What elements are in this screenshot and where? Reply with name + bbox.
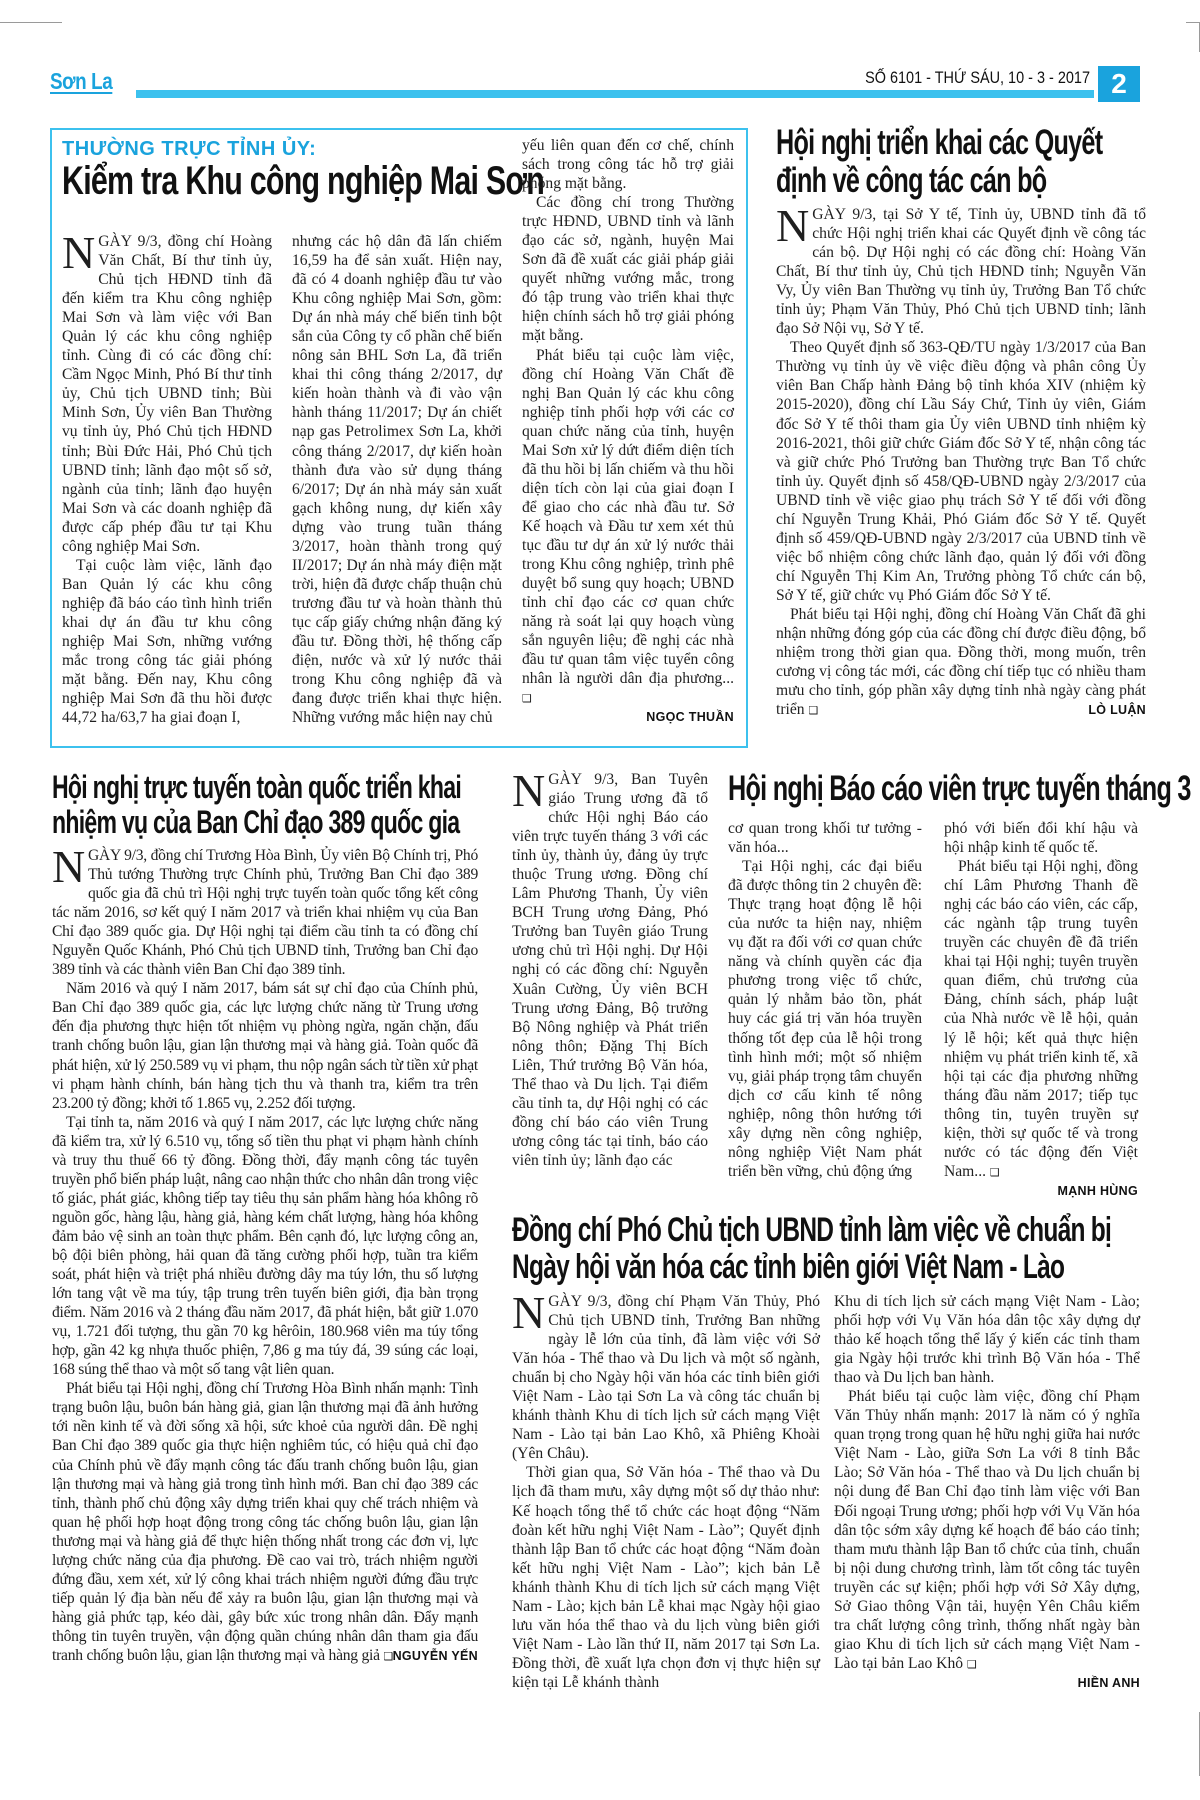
crop-mark <box>0 22 62 23</box>
paragraph: Các đồng chí trong Thường trực HĐND, UBND tỉnh và lãnh đạo các sở, ngành, huyện Mai Sơn đã đề xuất các giải pháp giải quyết những vướng mắc, trong đó tập trung vào triển khai thực hiện chính sách hỗ trợ giải phóng mặt bằng. <box>522 194 734 345</box>
end-mark-icon: ❑ <box>808 704 819 718</box>
article-column <box>944 819 1138 1201</box>
header-rule <box>136 90 1094 98</box>
article-column <box>512 1287 820 1692</box>
byline: LÒ LUẬN <box>1088 703 1146 718</box>
paragraph: cơ quan trong khối tư tưởng - văn hóa... <box>728 820 922 857</box>
paragraph: GÀY 9/3, đồng chí Hoàng Văn Chất, Bí thư tỉnh ủy, Chủ tịch HĐND tỉnh đã đến kiểm tra Khu công nghiệp Mai Sơn và làm việc với Ban Quản lý các khu công nghiệp tỉnh. Cùng đi có các đồng chí: Cầm Ngọc Minh, Phó Bí thư tỉnh ủy, Chủ tịch UBND tỉnh; Bùi Minh Sơn, Ủy viên Ban Thường vụ tỉnh ủy, Phó Chủ tịch HĐND tỉnh; Bùi Đức Hải, Phó Chủ tịch UBND tỉnh; lãnh đạo một số sở, ngành của tỉnh; lãnh đạo huyện Mai Sơn và các doanh nghiệp đã được cấp phép đầu tư tại Khu công nghiệp Mai Sơn. <box>62 233 272 555</box>
paragraph: GÀY 9/3, Ban Tuyên giáo Trung ương đã tổ chức Hội nghị Báo cáo viên trực tuyến tháng 3 với các tỉnh ủy, thành ủy, đảng ủy trực thuộc Trung ương. Đồng chí Lâm Phương Thanh, Ủy viên BCH Trung ương Đảng, Phó Trưởng ban Tuyên giáo Trung ương chủ trì Hội nghị. Dự Hội nghị có các đồng chí: Nguyễn Xuân Cường, Ủy viên BCH Trung ương Đảng, Bộ trưởng Bộ Nông nghiệp và Phát triển nông thôn; Đặng Thị Bích Liên, Thứ trưởng Bộ Văn hóa, Thể thao và Du lịch. Tại điểm cầu tỉnh ta, dự Hội nghị có các đồng chí báo cáo viên Trung ương công tác tại tỉnh, báo cáo viên tỉnh ủy; lãnh đạo các <box>512 771 708 1169</box>
paragraph: Phát biểu tại Hội nghị, đồng chí Trương Hòa Bình nhấn mạnh: Tình trạng buôn lậu, buôn bán hàng giả, gian lận thương mại đã ảnh hưởng tới nền kinh tế và đời sống xã hội, sức khoẻ của người dân. Đề nghị Ban Chỉ đạo 389 quốc gia thực hiện nghiêm túc, có hiệu quả chỉ đạo của Chính phủ về đẩy mạnh công tác đấu tranh chống buôn lậu, gian lận thương mại và hàng giả trong tình hình mới. Ban chỉ đạo 389 các tỉnh, thành phố chủ động xây dựng triển khai quy chế trách nhiệm và quan hệ phối hợp hoạt động trong công tác chống buôn lậu, gian lận thương mại và hàng giả để thực hiện thống nhất trong các đơn vị, lực lượng chức năng của địa phương. Đề cao vai trò, trách nhiệm người đứng đầu, xem xét, xử lý công khai trách nhiệm người đứng đầu trực tiếp quản lý địa bàn nếu để xảy ra buôn lậu, gian lận thương mại và hàng giả phức tạp, kéo dài, gây bức xúc trong nhân dân. Đẩy mạnh thông tin tuyên truyền, vận động quần chúng nhân dân tham gia đấu tranh chống buôn lậu, gian lận thương mại và hàng giả <box>52 1380 478 1664</box>
paragraph: Khu di tích lịch sử cách mạng Việt Nam - Lào; phối hợp với Vụ Văn hóa dân tộc xây dựng dự thảo kế hoạch tổng thể lấy ý kiến các tỉnh tham gia Ngày hội trước khi trình Bộ Văn hóa - Thể thao và Du lịch ban hành. <box>834 1293 1140 1387</box>
paragraph: GÀY 9/3, đồng chí Phạm Văn Thủy, Phó Chủ tịch UBND tỉnh, Trưởng Ban những ngày lễ lớn của tỉnh, đã làm việc với Sở Văn hóa - Thể thao và Du lịch và một số ngành, chuẩn bị cho Ngày hội văn hóa các tỉnh biên giới Việt Nam - Lào tại Sơn La và công tác chuẩn bị khánh thành Khu di tích lịch sử cách mạng Việt Nam - Lào tại bản Lao Khô, xã Phiêng Khoài (Yên Châu). <box>512 1293 820 1463</box>
end-mark-icon: ❑ <box>966 1657 977 1671</box>
paragraph: Phát biểu tại cuộc làm việc, đồng chí Hoàng Văn Chất đề nghị Ban Quản lý các khu công nghiệp tỉnh phối hợp với các cơ quan chức năng của tỉnh, huyện Mai Sơn xử lý dứt điểm diện tích đã thu hồi bị lấn chiếm và thu hồi diện tích còn lại của giai đoạn I để giao cho các nhà đầu tư. Sở Kế hoạch và Đầu tư xem xét thủ tục đầu tư dự án xử lý nước thải trong Khu công nghiệp, trình phê duyệt bổ sung quy hoạch; UBND tỉnh chỉ đạo các cơ quan chức năng rà soát lại quy hoạch vùng sắn nguyên liệu; đề nghị các nhà đầu tư quan tâm việc tuyển công nhân là người dân địa phương... <box>522 346 734 688</box>
paragraph: Năm 2016 và quý I năm 2017, bám sát sự chỉ đạo của Chính phủ, Ban Chỉ đạo 389 quốc gia, các lực lượng chức năng từ Trung ương đến địa phương thực hiện tốt nhiệm vụ phòng ngừa, ngăn chặn, đấu tranh chống buôn lậu, gian lận thương mại và hàng giả. Toàn quốc đã phát hiện, xử lý 250.589 vụ vi phạm, thu nộp ngân sách từ tiền xử phạt vi phạm hành chính, bán hàng tịch thu và thanh tra, kiểm tra trên 23.200 tỷ đồng; khởi tố 1.865 vụ, 2.252 đối tượng. <box>52 980 478 1112</box>
article-title: Hội nghị Báo cáo viên trực tuyến tháng 3 <box>728 769 1191 808</box>
article-column <box>728 819 922 1181</box>
paragraph: Tại tỉnh ta, năm 2016 và quý I năm 2017, các lực lượng chức năng đã kiểm tra, xử lý 6.510 vụ, tổng số tiền thu phạt vi phạm hành chính và truy thu thuế 66 tỷ đồng. Đồng thời, đẩy mạnh công tác tuyên truyền phổ biến pháp luật, nâng cao nhận thức cho nhân dân trong việc tố giác, phát giác, không tiếp tay tiêu thụ sản phẩm hàng hóa không rõ nguồn gốc, hàng lậu, hàng giả, hàng kém chất lượng, hàng hóa không đảm bảo vệ sinh an toàn thực phẩm. Bên cạnh đó, lực lượng công an, bộ đội biên phòng, hải quan đã tăng cường phối hợp, tuần tra kiểm soát, phát hiện và triệt phá nhiều đường dây ma túy lớn, thu số lượng lớn tang vật về ma túy, tập trung trên tuyến biên giới, địa bàn trọng điểm. Năm 2016 và 2 tháng đầu năm 2017, đã phát hiện, bắt giữ 1.070 vụ, 1.721 đối tượng, thu gần 70 kg hêrôin, 180.968 viên ma túy tổng hợp, gần 42 kg nhựa thuốc phiện, 7,86 g ma túy đá, 39 súng các loại, 168 súng thể thao và một số tang vật liên quan. <box>52 1113 478 1379</box>
article-column <box>834 1292 1140 1693</box>
end-mark-icon: ❑ <box>989 1165 1000 1179</box>
article-title: Kiểm tra Khu công nghiệp Mai Sơn <box>62 159 545 203</box>
section-name: Sơn La <box>50 68 113 94</box>
article-column <box>512 765 708 1170</box>
paragraph: Tại cuộc làm việc, lãnh đạo Ban Quản lý các khu công nghiệp đã báo cáo tình hình triển khai dự án đầu tư khu công nghiệp Mai Sơn, những vướng mắc trong công tác giải phóng mặt bằng. Đến nay, Khu công nghiệp Mai Sơn đã thu hồi được 44,72 ha/63,7 ha giai đoạn I, <box>62 556 272 727</box>
paragraph: Phát biểu tại Hội nghị, đồng chí Hoàng Văn Chất đã ghi nhận những đóng góp của các đồng chí được điều động, bổ nhiệm trong thời gian qua. Đồng thời, mong muốn, trên cương vị công tác mới, các đồng chí tiếp tục có nhiều tham mưu cho tỉnh, góp phần xây dựng tỉnh nhà ngày càng phát triển <box>776 605 1146 719</box>
article-title: Đồng chí Phó Chủ tịch UBND tỉnh làm việc về chuẩn bị Ngày hội văn hóa các tỉnh biên giới Việt Nam - Lào <box>512 1211 1112 1286</box>
article-column <box>776 200 1146 720</box>
paragraph: Thời gian qua, Sở Văn hóa - Thể thao và Du lịch đã tham mưu, xây dựng một số dự thảo như: Kế hoạch tổng thể tổ chức các hoạt động “Năm đoàn kết hữu nghị Việt Nam - Lào”; Quyết định thành lập Ban tổ chức các hoạt động “Năm đoàn kết hữu nghị Việt Nam - Lào”; kịch bản Lễ khánh thành Khu di tích lịch sử cách mạng Việt Nam - Lào; kịch bản Lễ khai mạc Ngày hội giao lưu văn hóa thể thao và du lịch vùng biên giới Việt Nam - Lào lần thứ II, năm 2017 tại Sơn La. Đồng thời, đề xuất lựa chọn đơn vị thực hiện sự kiện tại Lễ khánh thành <box>512 1464 820 1691</box>
dropcap: N <box>512 765 546 816</box>
paragraph: Tại Hội nghị, các đại biểu đã được thông tin 2 chuyên đề: Thực trạng hoạt động lễ hội của nước ta hiện nay, nhiệm vụ đặt ra đối với cơ quan chức năng và chính quyền các địa phương trong việc tổ chức, quản lý nhằm bảo tồn, phát huy các giá trị văn hóa truyền thống tốt đẹp của lễ hội trong tình hình mới; một số nhiệm vụ, giải pháp trọng tâm chuyển dịch cơ cấu kinh tế nông nghiệp, nông thôn hướng tới xây dựng nền công nghiệp, nông nghiệp Việt Nam phát triển bền vững, chủ động ứng <box>728 858 923 1180</box>
paragraph: phó với biến đổi khí hậu và hội nhập kinh tế quốc tế. <box>944 820 1138 857</box>
crop-mark <box>1186 22 1200 23</box>
article-column <box>522 136 734 727</box>
paragraph: Theo Quyết định số 363-QĐ/TU ngày 1/3/2017 của Ban Thường vụ tỉnh ủy về việc điều động và phân công Ủy viên Ban Chấp hành Đảng bộ tỉnh khóa XIV (nhiệm kỳ 2015-2020), đồng chí Lầu Sáy Chứ, Tỉnh ủy viên, Giám đốc Sở Y tế thôi tham gia Ủy viên UBND tỉnh nhiệm kỳ 2016-2021, thôi giữ chức Giám đốc Sở Y tế, nhận công tác và giữ chức Phó Trưởng ban Thường trực Ban Tổ chức tỉnh ủy. Quyết định số 458/QĐ-UBND ngày 2/3/2017 của UBND tỉnh về việc giao phụ trách Sở Y tế đối với đồng chí Nguyễn Trung Khải, Phó Giám đốc Sở Y tế. Quyết định số 459/QĐ-UBND ngày 2/3/2017 của UBND tỉnh về việc bổ nhiệm công chức lãnh đạo, quản lý đối với đồng chí Nguyễn Thị Kim An, Trưởng phòng Tổ chức cán bộ, Sở Y tế, giữ chức vụ Phó Giám đốc Sở Y tế. <box>776 339 1146 604</box>
paragraph: Phát biểu tại cuộc làm việc, đồng chí Phạm Văn Thủy nhấn mạnh: 2017 là năm có ý nghĩa quan trọng trong quan hệ hữu nghị giữa hai nước Việt Nam - Lào, giữa Sơn La với 8 tỉnh Bắc Lào; Sở Văn hóa - Thể thao và Du lịch chuẩn bị nội dung để Ban Chỉ đạo tỉnh làm việc với Ban Đối ngoại Trung ương; phối hợp với Vụ Văn hóa dân tộc sớm xây dựng kế hoạch để báo cáo tỉnh; tham mưu thành lập Ban tổ chức của tỉnh, chuẩn bị nội dung chương trình, làm tốt công tác tuyên truyền các sự kiện; phối hợp với Sở Xây dựng, Sở Giao thông Vận tải, huyện Yên Châu kiểm tra chất lượng công trình, thống nhất ngày bàn giao Khu di tích lịch sử cách mạng Việt Nam - Lào tại bản Lao Khô <box>834 1388 1140 1672</box>
end-mark-icon: ❑ <box>383 1649 394 1663</box>
paragraph: GÀY 9/3, đồng chí Trương Hòa Bình, Ủy viên Bộ Chính trị, Phó Thủ tướng Thường trực Chính phủ, Trưởng Ban Chỉ đạo 389 quốc gia đã chủ trì Hội nghị trực tuyến toàn quốc tổng kết công tác năm 2016, sơ kết quý I năm 2017 và triển khai nhiệm vụ của Ban Chỉ đạo 389 quốc gia. Dự Hội nghị tại điểm cầu tỉnh ta có đồng chí Nguyễn Quốc Khánh, Phó Chủ tịch UBND tỉnh, Trưởng ban Chỉ đạo 389 tỉnh và các thành viên Ban Chỉ đạo 389 tỉnh. <box>52 847 478 979</box>
paragraph: yếu liên quan đến cơ chế, chính sách trong công tác hỗ trợ giải phóng mặt bằng. <box>522 137 734 193</box>
dropcap: N <box>776 200 810 251</box>
byline: HIỀN ANH <box>1077 1675 1140 1690</box>
article-title: Hội nghị trực tuyến toàn quốc triển khai nhiệm vụ của Ban Chỉ đạo 389 quốc gia <box>52 769 462 840</box>
dropcap: N <box>62 227 96 278</box>
article-kicker: THƯỜNG TRỰC TỈNH ỦY: <box>62 138 317 160</box>
end-mark-icon: ❑ <box>522 692 532 706</box>
paragraph: nhưng các hộ dân đã lấn chiếm 16,59 ha để sản xuất. Hiện nay, đã có 4 doanh nghiệp đầu tư vào Khu công nghiệp Mai Sơn, gồm: Dự án nhà máy chế biến tinh bột sắn của Công ty cổ phần chế biến nông sản BHL Sơn La, đã triển khai thi công tháng 2/2017, dự kiến hoàn thành và đi vào vận hành tháng 11/2017; Dự án chiết nạp gas Petrolimex Sơn La, khởi công tháng 2/2017, dự kiến hoàn thành đưa vào sử dụng tháng 6/2017; Dự án nhà máy sản xuất gạch không nung, dự kiến xây dựng vào trung tuần tháng 3/2017, hoàn thành trong quý II/2017; Dự án nhà máy điện mặt trời, hiện đã được chấp thuận chủ trương đầu tư và hoàn thành thủ tục cấp giấy chứng nhận đăng ký đầu tư. Đồng thời, hệ thống cấp điện, nước và xử lý nước thải trong Khu công nghiệp đã và đang được triển khai thực hiện. Những vướng mắc hiện nay chủ <box>292 233 502 727</box>
article-title: Hội nghị triển khai các Quyết định về công tác cán bộ <box>776 123 1103 200</box>
paragraph: GÀY 9/3, tại Sở Y tế, Tỉnh ủy, UBND tỉnh đã tổ chức Hội nghị triển khai các Quyết định về công tác cán bộ. Dự Hội nghị có các đồng chí: Hoàng Văn Chất, Bí thư tỉnh ủy, Chủ tịch HĐND tỉnh; Nguyễn Văn Vy, Ủy viên Ban Thường vụ tỉnh ủy, Trưởng Ban Tổ chức tỉnh ủy; Phạm Văn Thủy, Phó Chủ tịch UBND tỉnh; lãnh đạo Sở Nội vụ, Sở Y tế. <box>776 206 1146 338</box>
dropcap: N <box>512 1287 546 1338</box>
page-number: 2 <box>1098 66 1140 102</box>
article-column <box>52 841 478 1666</box>
issue-info: SỐ 6101 - THỨ SÁU, 10 - 3 - 2017 <box>865 68 1090 87</box>
byline: NGỌC THUẦN <box>646 710 734 725</box>
dropcap: N <box>52 841 85 892</box>
article-column <box>292 232 502 727</box>
article-column <box>62 227 272 727</box>
byline: MẠNH HÙNG <box>1057 1183 1138 1198</box>
paragraph: Phát biểu tại Hội nghị, đồng chí Lâm Phương Thanh đề nghị các báo cáo viên, các cấp, các ngành tập trung tuyên truyền các chuyên đề đã triển khai tại Hội nghị; tuyên truyền quan điểm, chủ trương của Đảng, chính sách, pháp luật của Nhà nước về lễ hội, quản lý lễ hội; kết quả thực hiện nhiệm vụ phát triển kinh tế, xã hội tại các địa phương những tháng đầu năm 2017; tiếp tục thông tin, tuyên truyền sự kiện, thời sự quốc tế và trong nước có tác động đến Việt Nam... <box>944 858 1138 1180</box>
byline: NGUYỄN YẾN <box>392 1649 478 1664</box>
